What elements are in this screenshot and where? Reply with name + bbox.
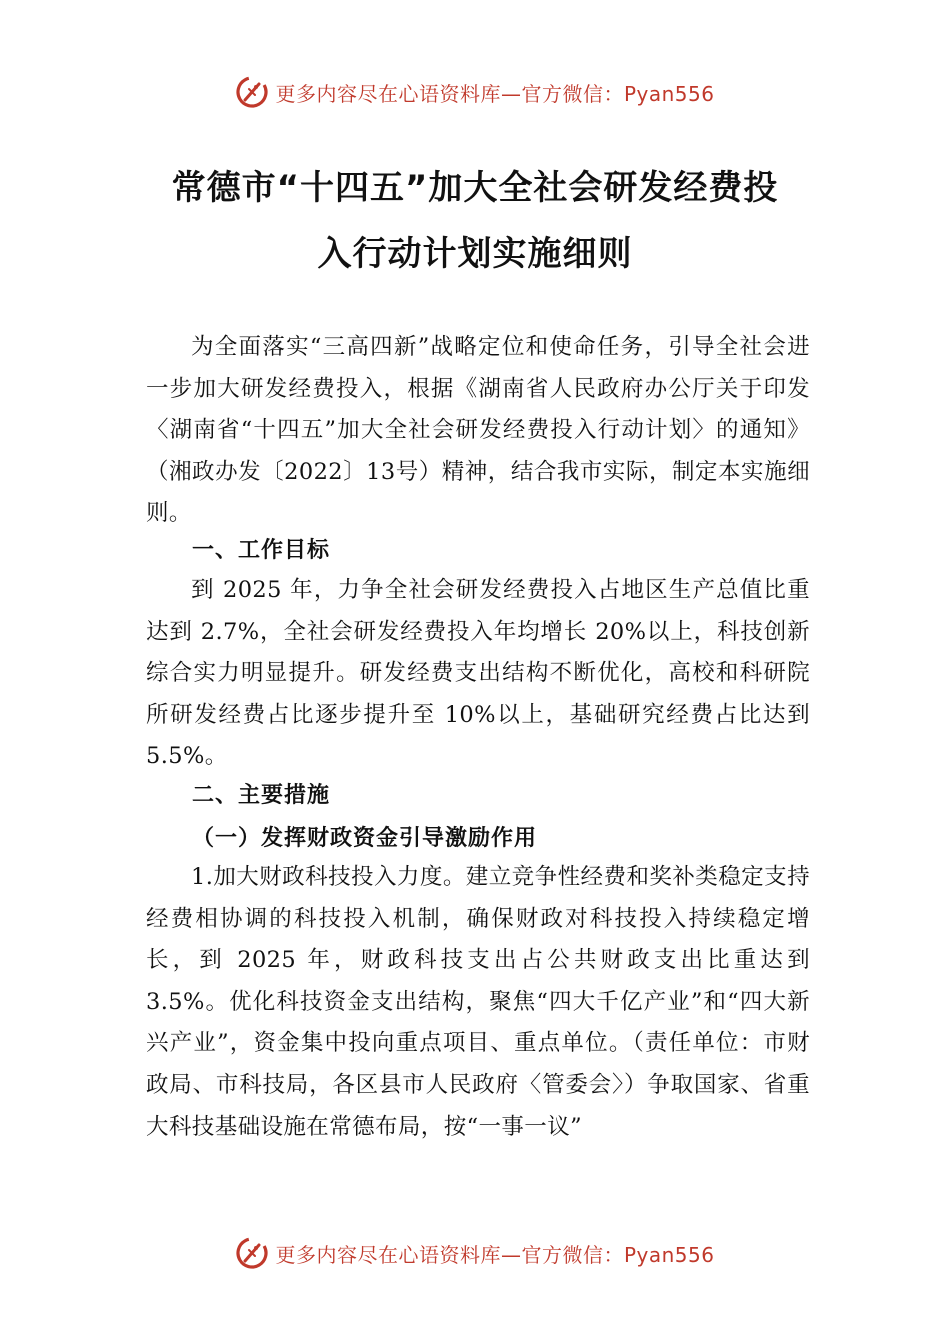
brush-circle-logo-icon (235, 1236, 269, 1270)
goals-paragraph: 到 2025 年，力争全社会研发经费投入占地区生产总值比重达到 2.7%，全社会研发经费投入年均增长 20%以上，科技创新综合实力明显提升。研发经费支出结构不断优化，高校和科研院所研发经费占比逐步提升至 10%以上，基础研究经费占比达到 5.5%。 (146, 577, 810, 770)
watermark-banner-bottom (0, 1231, 950, 1275)
item-1-paragraph: 1.加大财政科技投入力度。建立竞争性经费和奖补类稳定支持经费相协调的科技投入机制，确保财政对科技投入持续稳定增长，到 2025 年，财政科技支出占公共财政支出比重达到 3.5%。优化科技资金支出结构，聚焦“四大千亿产业”和“四大新兴产业”，资金集中投向重点项目、重点单位。（责任单位：市财政局、市科技局，各区县市人民政府〈管委会〉）争取国家、省重大科技基础设施在常德布局，按“一事一议” (146, 864, 810, 1140)
watermark-banner-top (0, 70, 950, 114)
subsection-heading-fiscal: （一）发挥财政资金引导激励作用 (192, 825, 538, 851)
section-heading-measures: 二、主要措施 (192, 783, 331, 808)
intro-paragraph: 为全面落实“三高四新”战略定位和使命任务，引导全社会进一步加大研发经费投入，根据《湖南省人民政府办公厅关于印发〈湖南省“十四五”加大全社会研发经费投入行动计划〉的通知》（湘政办发〔2022〕13号）精神，结合我市实际，制定本实施细则。 (146, 334, 810, 527)
watermark-text: 更多内容尽在心语资料库—官方微信：Pyan556 (275, 1242, 715, 1267)
document-title-line-2: 入行动计划实施细则 (317, 234, 633, 274)
section-heading-goals: 一、工作目标 (192, 538, 331, 563)
brush-circle-logo-icon (235, 75, 269, 109)
watermark-text: 更多内容尽在心语资料库—官方微信：Pyan556 (275, 81, 715, 106)
document-title-line-1: 常德市“十四五”加大全社会研发经费投 (171, 168, 779, 208)
